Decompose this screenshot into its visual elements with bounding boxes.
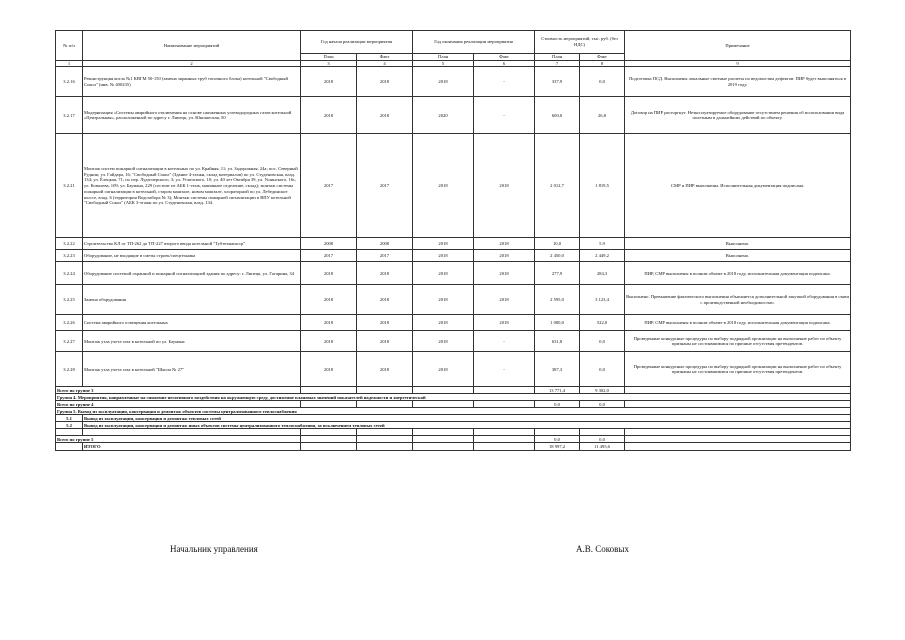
grand-total-fact: 11 495,6 — [580, 443, 625, 451]
column-number: 1 — [56, 60, 83, 67]
signature-name: А.В. Соковых — [576, 544, 629, 554]
row-start-fact: 2018 — [357, 67, 413, 97]
header-plan: План — [535, 54, 580, 61]
group3-total-fact: 9 302,0 — [580, 387, 625, 394]
row-end-fact: - — [474, 352, 535, 387]
row-start-plan: 2018 — [301, 285, 357, 315]
row-start-fact: 2018 — [357, 315, 413, 331]
row-num: 3.2.22 — [56, 238, 83, 250]
column-number: 4 — [357, 60, 413, 67]
row-num: 3.2.27 — [56, 331, 83, 352]
row-name: Монтаж узла учета газа в котельной "Школа № 27" — [83, 352, 301, 387]
row-end-fact: 2018 — [474, 285, 535, 315]
group5-total-plan: 0,0 — [535, 436, 580, 443]
row-end-fact: - — [474, 67, 535, 97]
row-note: Проведенные конкурсные процедуры по выбору подрядной организации на выполнение работ по объекту признаны не состоявшимися по причине отсутствия претендентов. — [625, 352, 851, 387]
header-fact: Факт — [474, 54, 535, 61]
row-start-fact: 2018 — [357, 331, 413, 352]
report-table — [55, 30, 851, 451]
group3-total-row — [56, 387, 851, 394]
row-start-plan: 2017 — [301, 250, 357, 262]
header-name: Наименование мероприятий — [83, 31, 301, 61]
row-num: 3.2.17 — [56, 97, 83, 134]
row-cost-fact: 0,0 — [580, 67, 625, 97]
row-end-plan: 2020 — [413, 97, 474, 134]
row-note: Подготовка ПСД. Выполнены локальные сметные расчеты по ведомостям дефектов. ПИР будет выполняться в 2019 году. — [625, 67, 851, 97]
row-start-fact: 2017 — [357, 134, 413, 238]
table-row — [56, 134, 851, 238]
row-end-fact: 2018 — [474, 134, 535, 238]
row-cost-fact: 26,8 — [580, 97, 625, 134]
column-number: 8 — [580, 60, 625, 67]
signature-position: Начальник управления — [170, 544, 258, 554]
row-cost-fact: 522,0 — [580, 315, 625, 331]
row-num: 3.2.25 — [56, 285, 83, 315]
header-end-year: Год окончания реализации мероприятия — [413, 31, 535, 54]
group5-spacer-row — [56, 429, 851, 436]
row-cost-fact: 2 449,2 — [580, 250, 625, 262]
row-end-plan: 2018 — [413, 285, 474, 315]
group4-total-row — [56, 401, 851, 408]
row-name: Оборудование системой охранной и пожарной сигнализацией здания по адресу: г. Липецк, ул. Гагарина, 34 — [83, 262, 301, 285]
grand-total-plan: 18 997,2 — [535, 443, 580, 451]
group5-total-label: Всего по группе 5 — [56, 436, 301, 443]
row-cost-plan: 1 000,0 — [535, 315, 580, 331]
row-start-plan: 2008 — [301, 238, 357, 250]
row-cost-fact: 1 819,5 — [580, 134, 625, 238]
table-row — [56, 67, 851, 97]
header-start-year: Год начала реализации мероприятия — [301, 31, 413, 54]
row-end-plan: 2018 — [413, 67, 474, 97]
row-cost-plan: 337,9 — [535, 67, 580, 97]
group3-total-plan: 13 771,4 — [535, 387, 580, 394]
row-end-fact: 2018 — [474, 238, 535, 250]
row-note: ПИР, СМР выполнены в полном объеме в 2018 году, исполнительная документация подписана. — [625, 315, 851, 331]
row-start-fact: 2018 — [357, 97, 413, 134]
column-number: 5 — [413, 60, 474, 67]
row-start-fact: 2018 — [357, 262, 413, 285]
row-cost-fact: 5,9 — [580, 238, 625, 250]
header-plan: План — [301, 54, 357, 61]
row-start-fact: 2018 — [357, 352, 413, 387]
row-note: Выполнено. — [625, 250, 851, 262]
row-start-plan: 2018 — [301, 67, 357, 97]
row-note: ПИР, СМР выполнены в полном объеме в 2018 году, исполнительная документация подписана. — [625, 262, 851, 285]
row-end-fact: - — [474, 97, 535, 134]
column-number: 3 — [301, 60, 357, 67]
header-fact: Факт — [580, 54, 625, 61]
header-cost: Стоимость мероприятий, тыс. руб. (без НДС) — [535, 31, 625, 54]
row-start-plan: 2018 — [301, 97, 357, 134]
group5-sub2-row — [56, 422, 851, 429]
group4-total-plan: 0,0 — [535, 401, 580, 408]
table-row — [56, 262, 851, 285]
group5-total-row — [56, 436, 851, 443]
header-plan: План — [413, 54, 474, 61]
grand-total-label: ИТОГО — [83, 443, 301, 451]
row-num: 3.2.26 — [56, 315, 83, 331]
row-cost-fact: 3 123,4 — [580, 285, 625, 315]
row-num: 3.2.24 — [56, 262, 83, 285]
row-start-plan: 2018 — [301, 331, 357, 352]
column-number: 6 — [474, 60, 535, 67]
row-end-plan: 2018 — [413, 262, 474, 285]
row-cost-fact: 0,0 — [580, 331, 625, 352]
row-name: Модернизация «Системы аварийного отключения на основе сжиженных углеводородных газов котельной «Центральная», расположенной по адресу г. Липецк, ул. Юношеская, 50 — [83, 97, 301, 134]
group5-sub1-num: 5.1 — [56, 415, 83, 422]
row-end-plan: 2018 — [413, 134, 474, 238]
group5-title: Группа 5. Вывод из эксплуатации, консервация и демонтаж объектов системы централизованного теплоснабжения — [56, 408, 851, 415]
row-note: СМР и ПИР выполнены. Исполнительная документация подписана. — [625, 134, 851, 238]
grand-total-row — [56, 443, 851, 451]
header-note: Примечание — [625, 31, 851, 61]
row-end-plan: 2018 — [413, 315, 474, 331]
table-row — [56, 331, 851, 352]
row-end-plan: 2018 — [413, 352, 474, 387]
row-start-fact: 2018 — [357, 285, 413, 315]
row-start-plan: 2018 — [301, 262, 357, 285]
table-row — [56, 250, 851, 262]
row-num: 3.2.28 — [56, 352, 83, 387]
row-cost-plan: 600,0 — [535, 97, 580, 134]
row-name: Оборудование, не входящие в сметы строек/спецтехника — [83, 250, 301, 262]
row-end-plan: 2018 — [413, 250, 474, 262]
row-cost-plan: 2 595,0 — [535, 285, 580, 315]
group5-total-fact: 0,0 — [580, 436, 625, 443]
row-name: Строительство КЛ от ТП-262 до ТП-227 второго ввода котельной "Тубтехмашсср" — [83, 238, 301, 250]
group5-sub1-row — [56, 415, 851, 422]
table-row — [56, 97, 851, 134]
group3-total-label: Всего по группе 3 — [56, 387, 301, 394]
row-cost-plan: 10,0 — [535, 238, 580, 250]
column-number-row — [56, 60, 851, 67]
group5-sub2-name: Вывод из эксплуатации, консервация и демонтаж иных объектов системы централизованного теплоснабжения, за исключением тепловых сетей — [83, 422, 851, 429]
row-end-fact: - — [474, 331, 535, 352]
row-end-plan: 2018 — [413, 331, 474, 352]
row-start-fact: 2017 — [357, 250, 413, 262]
row-cost-fact: 0,0 — [580, 352, 625, 387]
row-num: 3.2.16 — [56, 67, 83, 97]
group5-title-row — [56, 408, 851, 415]
group5-sub2-num: 5.2 — [56, 422, 83, 429]
header-row — [56, 31, 851, 54]
row-cost-plan: 387,3 — [535, 352, 580, 387]
header-num: № п/п — [56, 31, 83, 61]
table-row — [56, 315, 851, 331]
row-num: 3.2.23 — [56, 250, 83, 262]
row-end-fact: 2018 — [474, 262, 535, 285]
row-cost-plan: 2 450,0 — [535, 250, 580, 262]
table-row — [56, 352, 851, 387]
row-start-plan: 2017 — [301, 134, 357, 238]
row-start-plan: 2018 — [301, 315, 357, 331]
row-cost-plan: 631,8 — [535, 331, 580, 352]
group5-sub1-name: Вывод из эксплуатации, консервация и демонтаж тепловых сетей — [83, 415, 851, 422]
column-number: 7 — [535, 60, 580, 67]
row-end-fact: 2018 — [474, 250, 535, 262]
row-note: Проведенные конкурсные процедуры по выбору подрядной организации на выполнение работ по объекту признаны не состоявшимися по причине отсутствия претендентов. — [625, 331, 851, 352]
row-cost-plan: 2 012,7 — [535, 134, 580, 238]
table-row — [56, 285, 851, 315]
row-note: Выполнено. Превышение фактического выполнения объясняется дополнительной закупкой оборудования в связи с производственной необходимостью. — [625, 285, 851, 315]
row-start-fact: 2008 — [357, 238, 413, 250]
row-name: Монтаж систем пожарной сигнализации в котельных по ул. Крайняя, 11; ул. Задорожная, 24а; пос. Северный Рудник; ул. Гайдара, 16; "Свободный Сокол" (Здание 4-этажн, склад материалов) по ул. Студеновская, влад. 134; ул. Ёлецкая, 71; по пер. Лудзгиерского, 3; ул. Угличского, 10; ул. 40 лет Октября 39, ул. Ушинского, 16с, ул. Ковалева, 109; ул. Баумана, 229 (состоит из АБК 1-этаж, машинное отделение, склад); монтаж системы пожарной сигнализации в котельной, старом машзале, новом машзале, хлораторной по ул. Лебединское шоссе, влад. 6 (территория Водозабора № 3); Монтаж системы пожарной сигнализации в ВПУ котельной "Свободный Сокол" (АБК 3-этажн по ул. Студеновская, влад. 134. — [83, 134, 301, 238]
row-name: Монтаж узла учета газа в котельной по ул. Баумана — [83, 331, 301, 352]
group4-title-row — [56, 394, 851, 401]
row-num: 3.2.21 — [56, 134, 83, 238]
row-name: Замена оборудования — [83, 285, 301, 315]
group4-total-fact: 0,0 — [580, 401, 625, 408]
column-number: 9 — [625, 60, 851, 67]
row-start-plan: 2018 — [301, 352, 357, 387]
row-cost-plan: 277,9 — [535, 262, 580, 285]
row-name: Система аварийного освещения котельных — [83, 315, 301, 331]
group4-total-label: Всего по группе 4 — [56, 401, 301, 408]
table-row — [56, 238, 851, 250]
row-note: Выполнено. — [625, 238, 851, 250]
header-fact: Факт — [357, 54, 413, 61]
group4-title: Группа 4. Мероприятия, направленные на снижение негативного воздействия на окружающую среду, достижение плановых значений показателей надежности и энергетической — [56, 394, 851, 401]
row-end-fact: 2018 — [474, 315, 535, 331]
row-note: Договор на ПИР расторгнут. Неэксплуатируемое оборудование отсутствием решения об использовании вида полезным в дальнейших действий по объекту. — [625, 97, 851, 134]
row-cost-fact: 284,3 — [580, 262, 625, 285]
row-name: Реконструкция котла №1 КВГМ 50-150 (замена экранных труб топочного блока) котельной "Свободный Сокол" (инв. № 400235) — [83, 67, 301, 97]
column-number: 2 — [83, 60, 301, 67]
row-end-plan: 2018 — [413, 238, 474, 250]
